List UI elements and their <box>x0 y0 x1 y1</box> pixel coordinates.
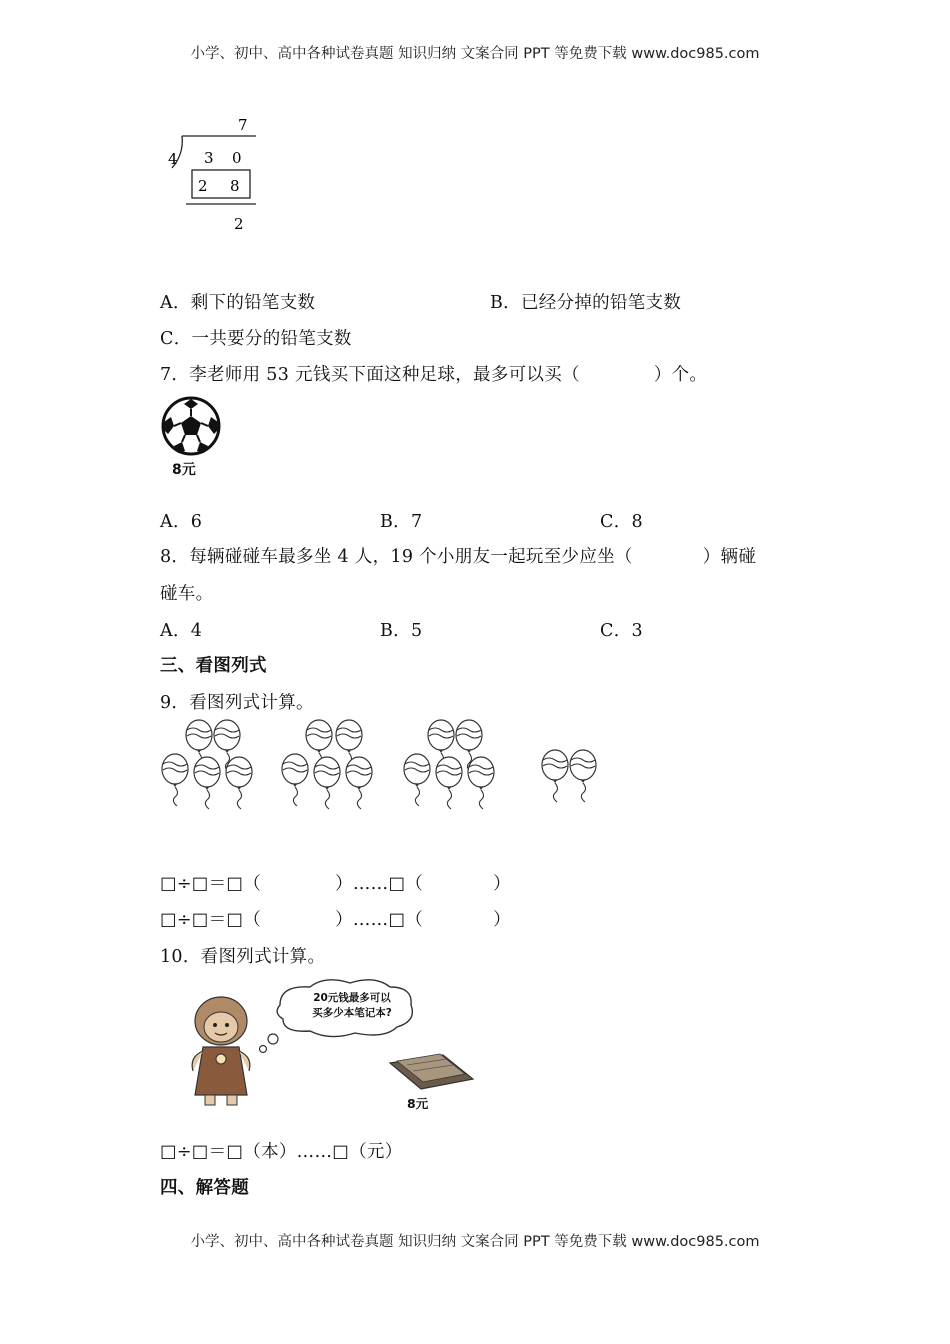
formula-text: ） <box>493 874 511 894</box>
q10-stem: 10．看图列式计算。 <box>160 947 326 967</box>
q10-illustration <box>185 975 485 1115</box>
q6-option-a[interactable]: A．剩下的铅笔支数 <box>160 293 316 313</box>
q9-formula-1 <box>160 870 511 895</box>
balloon-icon <box>404 754 430 806</box>
bubble-line-1: 20元钱最多可以 <box>313 992 391 1004</box>
formula-text: □÷□＝□（ <box>160 910 262 930</box>
q8-option-c[interactable]: C．3 <box>600 621 643 641</box>
formula-text: □÷□＝□（ <box>160 874 262 894</box>
section-4-title: 四、解答题 <box>160 1178 249 1198</box>
balloon-icon <box>162 754 188 806</box>
dividend-digit-1: 3 <box>204 149 214 167</box>
page-footer: 小学、初中、高中各种试卷真题 知识归纳 文案合同 PPT 等免费下载 www.doc985.com <box>190 1234 760 1250</box>
balloon-icon <box>346 757 372 809</box>
balloon-icon <box>436 757 462 809</box>
balloon-icon <box>314 757 340 809</box>
divisor-digit: 4 <box>168 150 178 168</box>
q8-option-b[interactable]: B．5 <box>380 621 423 641</box>
q10-price-label: 8元 <box>407 1096 429 1111</box>
q8-stem-end: ）辆碰 <box>702 547 757 567</box>
balloon-group-3 <box>404 720 494 809</box>
balloon-group-2 <box>282 720 372 809</box>
balloon-icon <box>468 757 494 809</box>
q7-stem-text: 7．李老师用 53 元钱买下面这种足球，最多可以买（ <box>160 365 580 385</box>
q9-formula-2 <box>160 906 511 931</box>
q8-option-a[interactable]: A．4 <box>160 621 203 641</box>
q7-stem-end: ）个。 <box>653 365 708 385</box>
dividend-digit-2: 0 <box>232 149 242 167</box>
q6-option-b[interactable]: B．已经分掉的铅笔支数 <box>490 293 682 313</box>
balloon-icon <box>282 754 308 806</box>
remainder-digit: 2 <box>234 215 244 233</box>
balloon-icon <box>542 750 568 802</box>
q9-stem: 9．看图列式计算。 <box>160 693 314 713</box>
q8-stem-text: 8．每辆碰碰车最多坐 4 人，19 个小朋友一起玩至少应坐（ <box>160 547 633 567</box>
quotient-digit: 7 <box>238 116 248 134</box>
page-header: 小学、初中、高中各种试卷真题 知识归纳 文案合同 PPT 等免费下载 www.doc985.com <box>190 46 760 62</box>
q7-option-a[interactable]: A．6 <box>160 512 203 532</box>
balloon-group-4 <box>542 750 596 802</box>
q7-stem <box>160 361 707 386</box>
balloon-icon <box>194 757 220 809</box>
q6-option-c[interactable]: C．一共要分的铅笔支数 <box>160 329 352 349</box>
balloons-figure <box>155 715 615 815</box>
product-digit-2: 8 <box>230 177 240 195</box>
formula-text: ）……□（ <box>335 910 424 930</box>
balloon-icon <box>226 757 252 809</box>
balloon-icon <box>570 750 596 802</box>
formula-text: ） <box>493 910 511 930</box>
formula-text: ）……□（ <box>335 874 424 894</box>
q10-formula: □÷□＝□（本）……□（元） <box>160 1142 403 1162</box>
q7-price-label: 8元 <box>172 462 196 478</box>
thought-bubble-text <box>297 991 407 1021</box>
q8-stem <box>160 543 756 568</box>
bubble-line-2: 买多少本笔记本? <box>312 1007 392 1019</box>
long-division-figure <box>160 110 270 240</box>
q8-stem-line2: 碰车。 <box>160 584 214 604</box>
q7-option-c[interactable]: C．8 <box>600 512 643 532</box>
q7-option-b[interactable]: B．7 <box>380 512 423 532</box>
product-digit-1: 2 <box>198 177 208 195</box>
balloon-group-1 <box>162 720 252 809</box>
section-3-title: 三、看图列式 <box>160 656 267 676</box>
